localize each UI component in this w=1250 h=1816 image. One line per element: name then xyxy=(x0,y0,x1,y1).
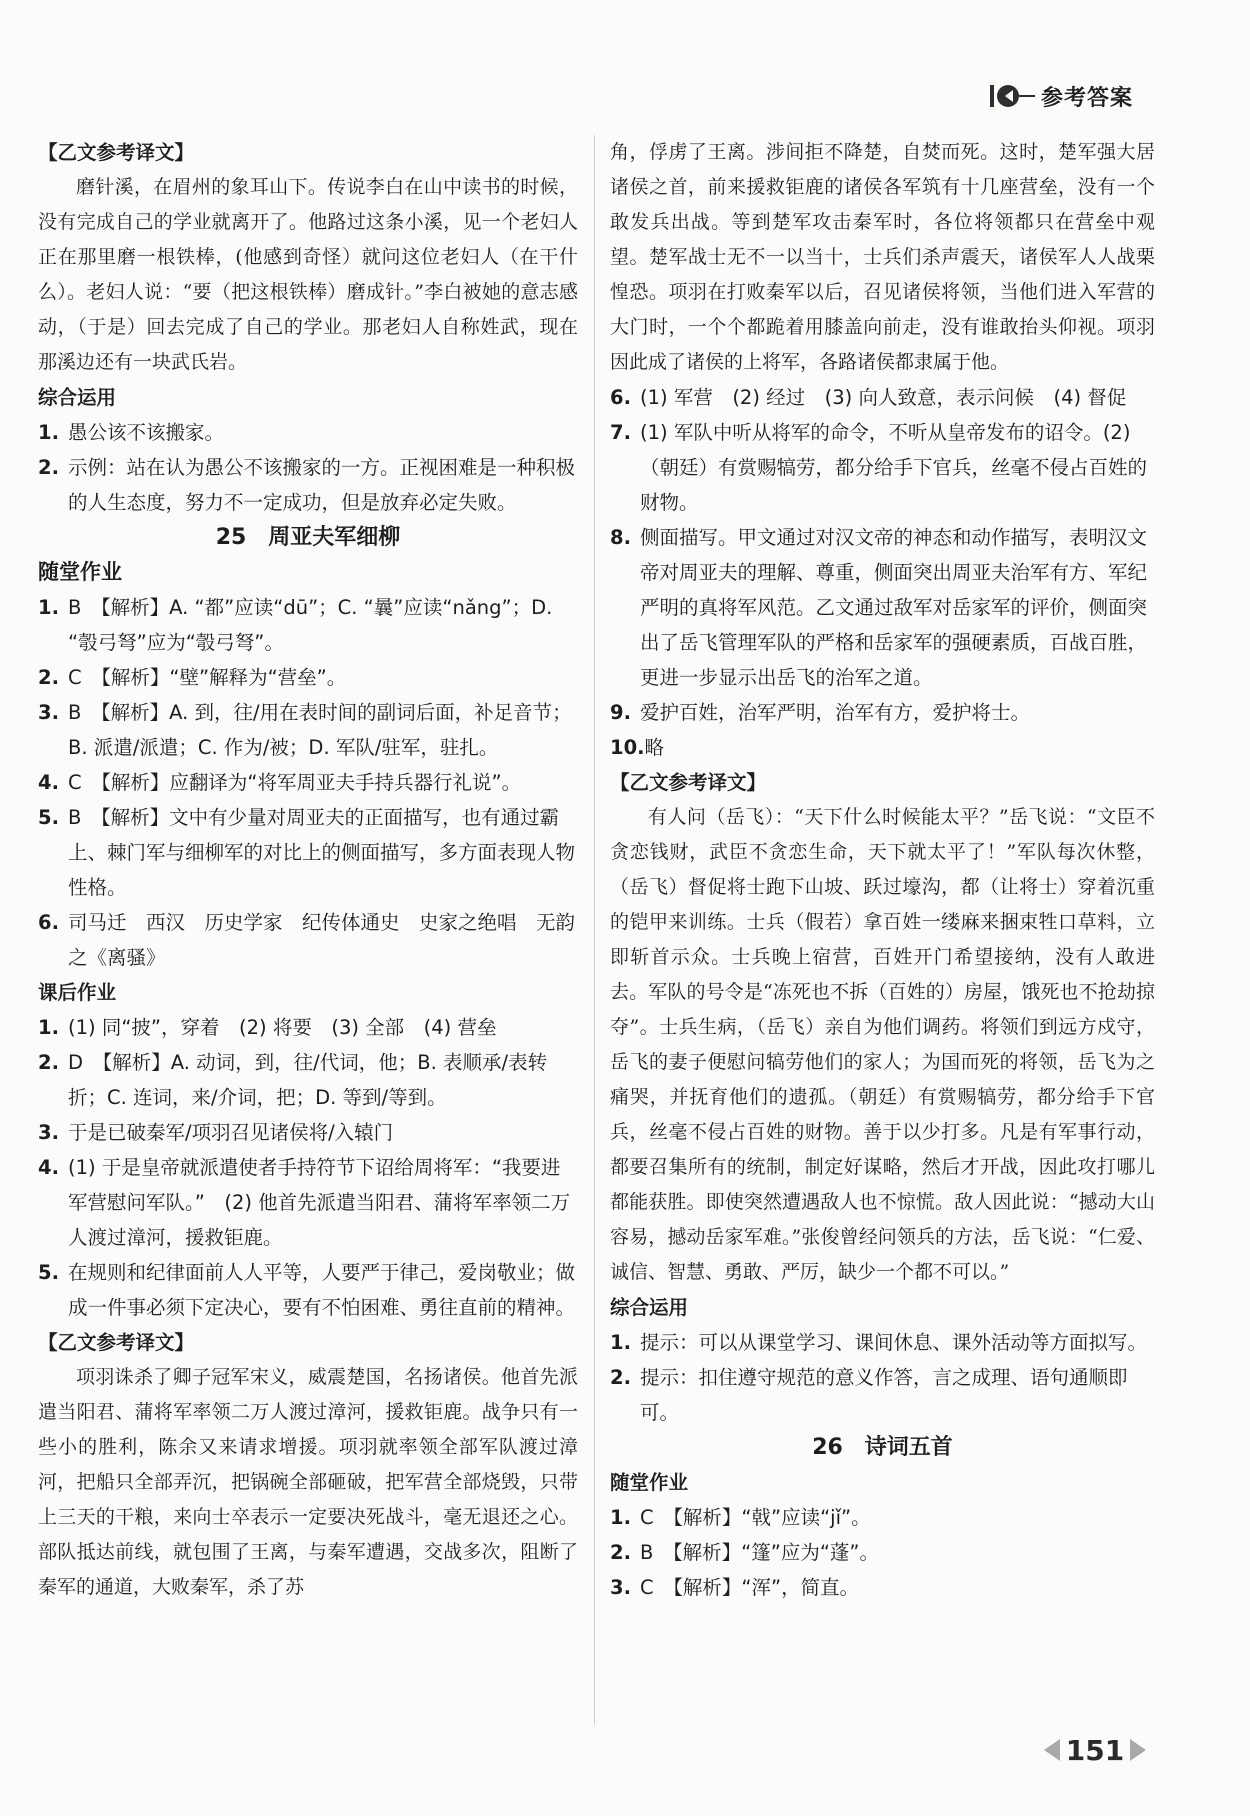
header-title: 参考答案 xyxy=(1041,85,1134,111)
list-item: 1. B 【解析】A. “都”应读“dū”；C. “曩”应读“nǎng”；D. “彀弓弩”应为“彀弓弩”。 xyxy=(38,596,553,654)
list-item: 6. (1) 军营 (2) 经过 (3) 向人致意，表示问候 (4) 督促 xyxy=(610,386,1127,409)
section-heading: 综合运用 xyxy=(610,1296,689,1319)
list-item: 9. 爱护百姓，治军严明，治军有方，爱护将士。 xyxy=(610,701,1031,724)
list-item: 3. C 【解析】“浑”，简直。 xyxy=(610,1576,860,1599)
list-item: 6. 司马迁 西汉 历史学家 纪传体通史 史家之绝唱 无韵之《离骚》 xyxy=(38,911,576,969)
list-item: 5. B 【解析】文中有少量对周亚夫的正面描写，也有通过霸上、棘门军与细柳军的对比上的侧面描写，多方面表现人物性格。 xyxy=(38,806,576,899)
list-item: 3. 于是已破秦军/项羽召见诸侯将/入辕门 xyxy=(38,1121,394,1144)
yiwen-text: 项羽诛杀了卿子冠军宋义，威震楚国，名扬诸侯。他首先派遣当阳君、蒲将军率领二万人渡过漳河，援救钜鹿。战争只有一些小的胜利，陈余又来请求增援。项羽就率领全部军队渡过漳河，把船只全部弄沉，把锅碗全部砸破，把军营全部烧毁，只带上三天的干粮，来向士卒表示一定要决死战斗，毫无退还之心。部队抵达前线，就包围了王离，与秦军遭遇，交战多次，阻断了秦军的通道，大败秦军，杀了苏 xyxy=(38,1366,578,1598)
list-item: 2. 示例：站在认为愚公不该搬家的一方。正视困难是一种积极的人生态度，努力不一定成功，但是放弃必定失败。 xyxy=(38,456,576,514)
column-divider xyxy=(594,135,595,1725)
list-item: 3. B 【解析】A. 到，往/用在表时间的副词后面，补足音节；B. 派遣/派遣；C. 作为/被；D. 军队/驻军，驻扎。 xyxy=(38,701,572,759)
yiwen-heading: 【乙文参考译文】 xyxy=(610,771,767,794)
list-item: 7. (1) 军队中听从将军的命令，不听从皇帝发布的诏令。(2)（朝廷）有赏赐犒劳，都分给手下官兵，丝毫不侵占百姓的财物。 xyxy=(610,421,1148,514)
page-header xyxy=(990,78,1150,114)
triangle-left-icon xyxy=(1044,1739,1060,1761)
section-heading: 随堂作业 xyxy=(610,1471,689,1494)
list-item: 2. B 【解析】“篷”应为“蓬”。 xyxy=(610,1541,880,1564)
lesson-title: 26 诗词五首 xyxy=(812,1435,953,1460)
right-column xyxy=(610,135,1155,1605)
list-item: 1. C 【解析】“戟”应读“jǐ”。 xyxy=(610,1506,871,1529)
list-item: 10. 略 xyxy=(610,736,665,759)
list-item: 8. 侧面描写。甲文通过对汉文帝的神态和动作描写，表明汉文帝对周亚夫的理解、尊重，侧面突出周亚夫治军有方、军纪严明的真将军风范。乙文通过敌军对岳家军的评价，侧面突出了岳飞管理军队的严格和岳家军的强硬素质，百战百胜，更进一步显示出岳飞的治军之道。 xyxy=(610,526,1148,689)
list-item: 1. 提示：可以从课堂学习、课间休息、课外活动等方面拟写。 xyxy=(610,1331,1148,1354)
yiwen-continued-text: 角，俘虏了王离。涉间拒不降楚，自焚而死。这时，楚军强大居诸侯之首，前来援救钜鹿的诸侯各军筑有十几座营垒，没有一个敢发兵出战。等到楚军攻击秦军时，各位将领都只在营垒中观望。楚军战士无不一以当十，士兵们杀声震天，诸侯军人人战栗惶恐。项羽在打败秦军以后，召见诸侯将领，当他们进入军营的大门时，一个个都跪着用膝盖向前走，没有谁敢抬头仰视。项羽因此成了诸侯的上将军，各路诸侯都隶属于他。 xyxy=(610,141,1155,373)
list-item: 1. (1) 同“披”，穿着 (2) 将要 (3) 全部 (4) 营垒 xyxy=(38,1016,497,1039)
yiwen-heading: 【乙文参考译文】 xyxy=(38,1331,195,1354)
left-column xyxy=(38,135,578,1605)
lesson-title: 25 周亚夫军细柳 xyxy=(215,525,401,550)
arrow-logo-icon xyxy=(990,85,1035,107)
list-item: 4. (1) 于是皇帝就派遣使者手持符节下诏给周将军：“我要进军营慰问军队。” (2) 他首先派遣当阳君、蒲将军率领二万人渡过漳河，援救钜鹿。 xyxy=(38,1156,571,1249)
list-item: 4. C 【解析】应翻译为“将军周亚夫手持兵器行礼说”。 xyxy=(38,771,522,794)
list-item: 2. D 【解析】A. 动词，到，往/代词，他；B. 表顺承/表转折；C. 连词，来/介词，把；D. 等到/等到。 xyxy=(38,1051,548,1109)
yiwen-text: 有人问（岳飞）：“天下什么时候能太平？”岳飞说：“文臣不贪恋钱财，武臣不贪恋生命，天下就太平了！”军队每次休整，（岳飞）督促将士跑下山坡、跃过壕沟，都（让将士）穿着沉重的铠甲来训练。士兵（假若）拿百姓一缕麻来捆束牲口草料，立即斩首示众。士兵晚上宿营，百姓开门希望接纳，没有人敢进去。军队的号令是“冻死也不拆（百姓的）房屋，饿死也不抢劫掠夺”。士兵生病，（岳飞）亲自为他们调药。将领们到远方戍守，岳飞的妻子便慰问犒劳他们的家人；为国而死的将领，岳飞为之痛哭，并抚育他们的遗孤。（朝廷）有赏赐犒劳，都分给手下官兵，丝毫不侵占百姓的财物。善于以少打多。凡是有军事行动，都要召集所有的统制，制定好谋略，然后才开战，因此攻打哪儿都能获胜。即使突然遭遇敌人也不惊慌。敌人因此说：“撼动大山容易，撼动岳家军难。”张俊曾经问领兵的方法，岳飞说：“仁爱、诚信、智慧、勇敢、严厉，缺少一个都不可以。” xyxy=(610,806,1155,1283)
yiwen-text: 磨针溪，在眉州的象耳山下。传说李白在山中读书的时候，没有完成自己的学业就离开了。他路过这条小溪，见一个老妇人正在那里磨一根铁棒，(他感到奇怪）就问这位老妇人（在干什么）。老妇人说：“要（把这根铁棒）磨成针。”李白被她的意志感动，（于是）回去完成了自己的学业。那老妇人自称姓武，现在那溪边还有一块武氏岩。 xyxy=(38,176,578,373)
page-number xyxy=(1040,1730,1150,1770)
page-number-text: 151 xyxy=(1065,1733,1125,1767)
section-heading: 综合运用 xyxy=(38,386,117,409)
triangle-right-icon xyxy=(1130,1739,1146,1761)
list-item: 1. 愚公该不该搬家。 xyxy=(38,421,225,444)
section-heading: 课后作业 xyxy=(38,981,117,1004)
section-heading: 随堂作业 xyxy=(38,560,122,584)
yiwen-heading: 【乙文参考译文】 xyxy=(38,141,195,164)
list-item: 2. C 【解析】“壁”解释为“营垒”。 xyxy=(38,666,347,689)
list-item: 2. 提示：扣住遵守规范的意义作答，言之成理、语句通顺即可。 xyxy=(610,1366,1128,1424)
list-item: 5. 在规则和纪律面前人人平等，人要严于律己，爱岗敬业；做成一件事必须下定决心，要有不怕困难、勇往直前的精神。 xyxy=(38,1261,576,1319)
